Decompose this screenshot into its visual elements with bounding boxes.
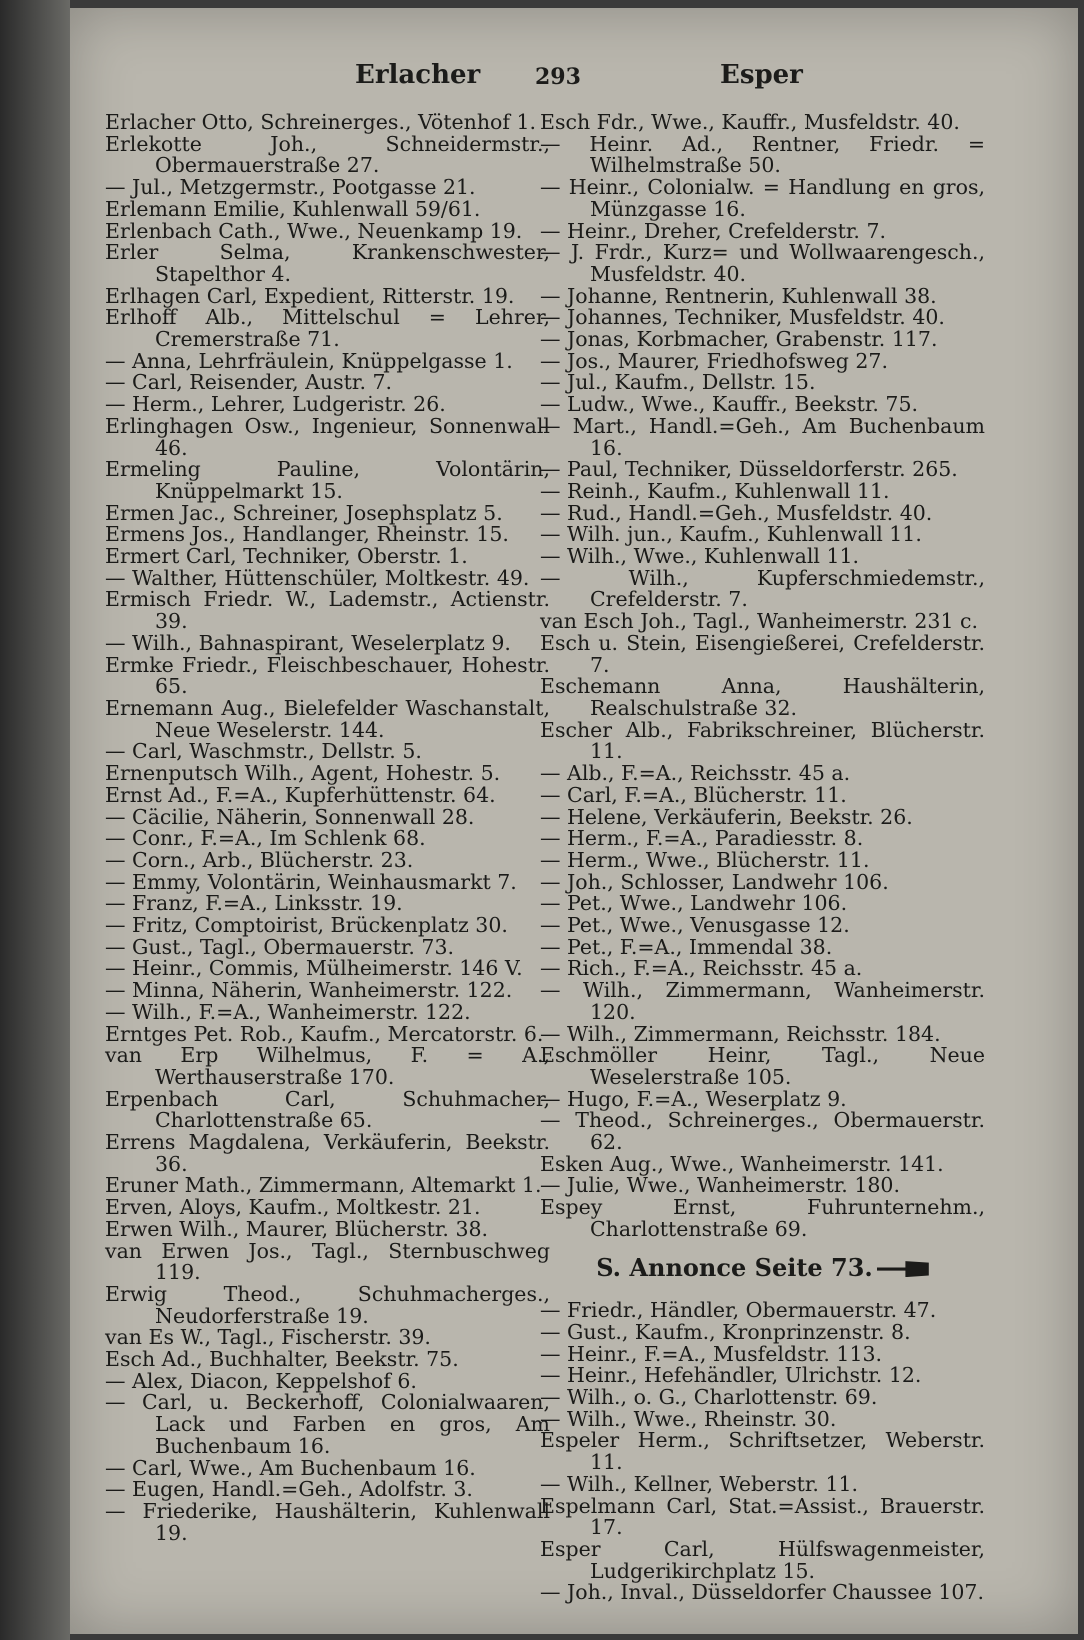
binding-edge — [0, 0, 70, 1640]
directory-entry: Erwen Wilh., Maurer, Blücherstr. 38. — [105, 1216, 489, 1241]
directory-entry: — Ludw., Wwe., Kauffr., Beekstr. 75. — [540, 392, 919, 417]
directory-entry: Escher Alb., Fabrikschreiner, Blücherstr. 11. — [540, 717, 985, 764]
directory-entry: — Jul., Kaufm., Dellstr. 15. — [540, 370, 816, 395]
directory-entry: — Wilh., Zimmermann, Reichsstr. 184. — [540, 1021, 941, 1046]
directory-entry: — Heinr., Dreher, Crefelderstr. 7. — [540, 218, 887, 243]
directory-entry: — Wilh., F.=A., Wanheimerstr. 122. — [105, 999, 471, 1024]
directory-entry: — Mart., Handl.=Geh., Am Buchenbaum 16. — [540, 413, 985, 460]
header-right-keyword: Esper — [720, 60, 803, 90]
directory-entry: Erpenbach Carl, Schuhmacher, Charlottenstraße 65. — [105, 1086, 550, 1133]
directory-entry: — Herm., Lehrer, Ludgeristr. 26. — [105, 392, 446, 417]
directory-entry: Espelmann Carl, Stat.=Assist., Brauerstr. 17. — [540, 1493, 985, 1540]
directory-entry: van Erp Wilhelmus, F. = A., Werthauserstraße 170. — [105, 1043, 550, 1089]
directory-entry: Erlinghagen Osw., Ingenieur, Sonnenwall 46. — [105, 413, 550, 460]
directory-entry: van Esch Joh., Tagl., Wanheimerstr. 231 c. — [540, 609, 979, 634]
directory-entry: Ernemann Aug., Bielefelder Waschanstalt, Neue Weselerstr. 144. — [105, 695, 550, 742]
pointing-hand-icon — [877, 1261, 929, 1277]
directory-entry: Erven, Aloys, Kaufm., Moltkestr. 21. — [105, 1195, 481, 1220]
directory-entry: Espey Ernst, Fuhrunternehm., Charlottenstraße 69. — [540, 1195, 985, 1241]
directory-entry: — Heinr., F.=A., Musfeldstr. 113. — [540, 1341, 883, 1366]
directory-entry: — Jos., Maurer, Friedhofsweg 27. — [540, 348, 888, 373]
directory-entry: van Es W., Tagl., Fischerstr. 39. — [105, 1325, 431, 1350]
directory-entry: — Carl, Reisender, Austr. 7. — [105, 370, 393, 395]
directory-entry: Erwig Theod., Schuhmacherges., Neudorferstraße 19. — [105, 1281, 550, 1328]
directory-entry: — Anna, Lehrfräulein, Knüppelgasse 1. — [105, 348, 513, 373]
directory-entry: — Alex, Diacon, Keppelshof 6. — [105, 1368, 417, 1393]
directory-entry: — Johannes, Techniker, Musfeldstr. 40. — [540, 305, 945, 330]
directory-entry: — Pet., Wwe., Venusgasse 12. — [540, 913, 850, 938]
directory-entry: — Carl, F.=A., Blücherstr. 11. — [540, 782, 847, 807]
directory-entry: — Carl, Wwe., Am Buchenbaum 16. — [105, 1455, 476, 1480]
header-left-keyword: Erlacher — [355, 60, 481, 90]
directory-entry: Eschemann Anna, Haushälterin, Realschulstraße 32. — [540, 674, 985, 720]
directory-entry: — Reinh., Kaufm., Kuhlenwall 11. — [540, 478, 890, 503]
directory-entry: — Joh., Schlosser, Landwehr 106. — [540, 869, 889, 894]
directory-entry: — Walther, Hüttenschüler, Moltkestr. 49. — [105, 565, 530, 590]
directory-entry: — Pet., F.=A., Immendal 38. — [540, 934, 833, 959]
directory-entry: — Heinr. Ad., Rentner, Friedr. = Wilhelmstraße 50. — [540, 131, 985, 178]
directory-entry: — Wilh. jun., Kaufm., Kuhlenwall 11. — [540, 522, 922, 547]
directory-entry: — Friedr., Händler, Obermauerstr. 47. — [540, 1298, 937, 1323]
directory-entry: — Carl, Waschmstr., Dellstr. 5. — [105, 739, 422, 764]
directory-entry: — Wilh., Kellner, Weberstr. 11. — [540, 1471, 859, 1496]
directory-entry: — Alb., F.=A., Reichsstr. 45 a. — [540, 761, 851, 786]
directory-entry: Ernst Ad., F.=A., Kupferhüttenstr. 64. — [105, 782, 496, 807]
directory-entry: — Emmy, Volontärin, Weinhausmarkt 7. — [105, 869, 517, 894]
directory-entry: — Wilh., Wwe., Rheinstr. 30. — [540, 1406, 837, 1431]
directory-entry: — Hugo, F.=A., Weserplatz 9. — [540, 1086, 847, 1111]
directory-entry: Ermens Jos., Handlanger, Rheinstr. 15. — [105, 522, 509, 547]
directory-entry: — Paul, Techniker, Düsseldorferstr. 265. — [540, 457, 958, 482]
directory-entry: — Julie, Wwe., Wanheimerstr. 180. — [540, 1173, 900, 1198]
directory-entry: Eruner Math., Zimmermann, Altemarkt 1. — [105, 1173, 542, 1198]
directory-entry: Ermke Friedr., Fleischbeschauer, Hohestr. 65. — [105, 652, 550, 699]
directory-entry: Esch u. Stein, Eisengießerei, Crefelderstr. 7. — [540, 630, 985, 677]
directory-entry: — Heinr., Commis, Mülheimerstr. 146 V. — [105, 956, 523, 981]
directory-entry: — Franz, F.=A., Linksstr. 19. — [105, 891, 403, 916]
directory-entry: Ermisch Friedr. W., Lademstr., Actienstr. 39. — [105, 587, 550, 634]
directory-entry: Eschmöller Heinr, Tagl., Neue Weselerstraße 105. — [540, 1043, 985, 1089]
directory-entry: — Corn., Arb., Blücherstr. 23. — [105, 847, 414, 872]
directory-entry: Errens Magdalena, Verkäuferin, Beekstr. 36. — [105, 1130, 550, 1176]
directory-entry: Espeler Herm., Schriftsetzer, Weberstr. 11. — [540, 1428, 985, 1475]
directory-entry: van Erwen Jos., Tagl., Sternbuschweg 119. — [105, 1238, 550, 1285]
directory-entry: — Minna, Näherin, Wanheimerstr. 122. — [105, 978, 513, 1003]
directory-entry: — Carl, u. Beckerhoff, Colonialwaaren, Lack und Farben en gros, Am Buchenbaum 16. — [105, 1390, 550, 1458]
directory-entry: — Joh., Inval., Düsseldorfer Chaussee 107. — [540, 1580, 984, 1605]
directory-entry: — Heinr., Colonialw. = Handlung en gros, Münzgasse 16. — [540, 175, 985, 221]
page-header — [70, 60, 1078, 100]
directory-entry: Ermert Carl, Techniker, Oberstr. 1. — [105, 544, 468, 569]
directory-entry: — Friederike, Haushälterin, Kuhlenwall 19. — [105, 1499, 550, 1545]
directory-entry: — Cäcilie, Näherin, Sonnenwall 28. — [105, 804, 475, 829]
directory-entry: — Theod., Schreinerges., Obermauerstr. 62. — [540, 1108, 985, 1155]
directory-entry: — Conr., F.=A., Im Schlenk 68. — [105, 826, 426, 851]
right-column — [540, 112, 985, 1604]
directory-entry: — Wilh., Kupferschmiedemstr., Crefelderstr. 7. — [540, 565, 985, 612]
directory-entry: Erntges Pet. Rob., Kaufm., Mercatorstr. 6. — [105, 1021, 544, 1046]
directory-entry: Esch Ad., Buchhalter, Beekstr. 75. — [105, 1347, 459, 1372]
directory-entry: Erlacher Otto, Schreinerges., Vötenhof 1. — [105, 110, 537, 134]
directory-entry: Ermen Jac., Schreiner, Josephsplatz 5. — [105, 500, 503, 525]
directory-entry: Erlemann Emilie, Kuhlenwall 59/61. — [105, 196, 481, 221]
directory-entry: — Gust., Tagl., Obermauerstr. 73. — [105, 934, 455, 959]
directory-entry: Erlhagen Carl, Expedient, Ritterstr. 19. — [105, 283, 515, 308]
directory-entry: — Wilh., o. G., Charlottenstr. 69. — [540, 1385, 878, 1410]
directory-entry: — Fritz, Comptoirist, Brückenplatz 30. — [105, 913, 508, 938]
directory-entry: — Rich., F.=A., Reichsstr. 45 a. — [540, 956, 863, 981]
directory-entry: — Herm., F.=A., Paradiesstr. 8. — [540, 826, 864, 851]
directory-entry: — Jul., Metzgermstr., Pootgasse 21. — [105, 175, 476, 200]
directory-entry: — Wilh., Wwe., Kuhlenwall 11. — [540, 544, 860, 569]
directory-entry: — Johanne, Rentnerin, Kuhlenwall 38. — [540, 283, 937, 308]
annonce-reference: S. Annonce Seite 73. — [540, 1257, 985, 1279]
left-column — [105, 112, 550, 1544]
page-number: 293 — [535, 64, 581, 90]
directory-entry: Ermeling Pauline, Volontärin, Knüppelmarkt 15. — [105, 457, 550, 503]
directory-entry: — Helene, Verkäuferin, Beekstr. 26. — [540, 804, 913, 829]
directory-entry: — Rud., Handl.=Geh., Musfeldstr. 40. — [540, 500, 933, 525]
directory-entry: — J. Frdr., Kurz= und Wollwaarengesch., Musfeldstr. 40. — [540, 240, 985, 286]
directory-entry: — Herm., Wwe., Blücherstr. 11. — [540, 847, 870, 872]
directory-entry: — Eugen, Handl.=Geh., Adolfstr. 3. — [105, 1477, 473, 1502]
directory-entry: — Wilh., Zimmermann, Wanheimerstr. 120. — [540, 978, 985, 1024]
directory-entry: Erlenbach Cath., Wwe., Neuenkamp 19. — [105, 218, 523, 243]
directory-entry: Esken Aug., Wwe., Wanheimerstr. 141. — [540, 1151, 944, 1176]
directory-entry: Erlekotte Joh., Schneidermstr., Obermauerstraße 27. — [105, 131, 550, 178]
directory-entry: — Heinr., Hefehändler, Ulrichstr. 12. — [540, 1363, 922, 1388]
directory-entry: Esch Fdr., Wwe., Kauffr., Musfeldstr. 40. — [540, 110, 960, 134]
directory-entry: Esper Carl, Hülfswagenmeister, Ludgerikirchplatz 15. — [540, 1537, 985, 1583]
directory-entry: — Wilh., Bahnaspirant, Weselerplatz 9. — [105, 630, 511, 655]
directory-entry: — Jonas, Korbmacher, Grabenstr. 117. — [540, 327, 938, 352]
directory-page — [70, 8, 1078, 1634]
directory-entry: — Pet., Wwe., Landwehr 106. — [540, 891, 848, 916]
directory-entry: Ernenputsch Wilh., Agent, Hohestr. 5. — [105, 761, 501, 786]
directory-entry: Erler Selma, Krankenschwester, Stapelthor 4. — [105, 240, 550, 286]
directory-entry: — Gust., Kaufm., Kronprinzenstr. 8. — [540, 1319, 911, 1344]
directory-entry: Erlhoff Alb., Mittelschul = Lehrer, Cremerstraße 71. — [105, 305, 550, 352]
